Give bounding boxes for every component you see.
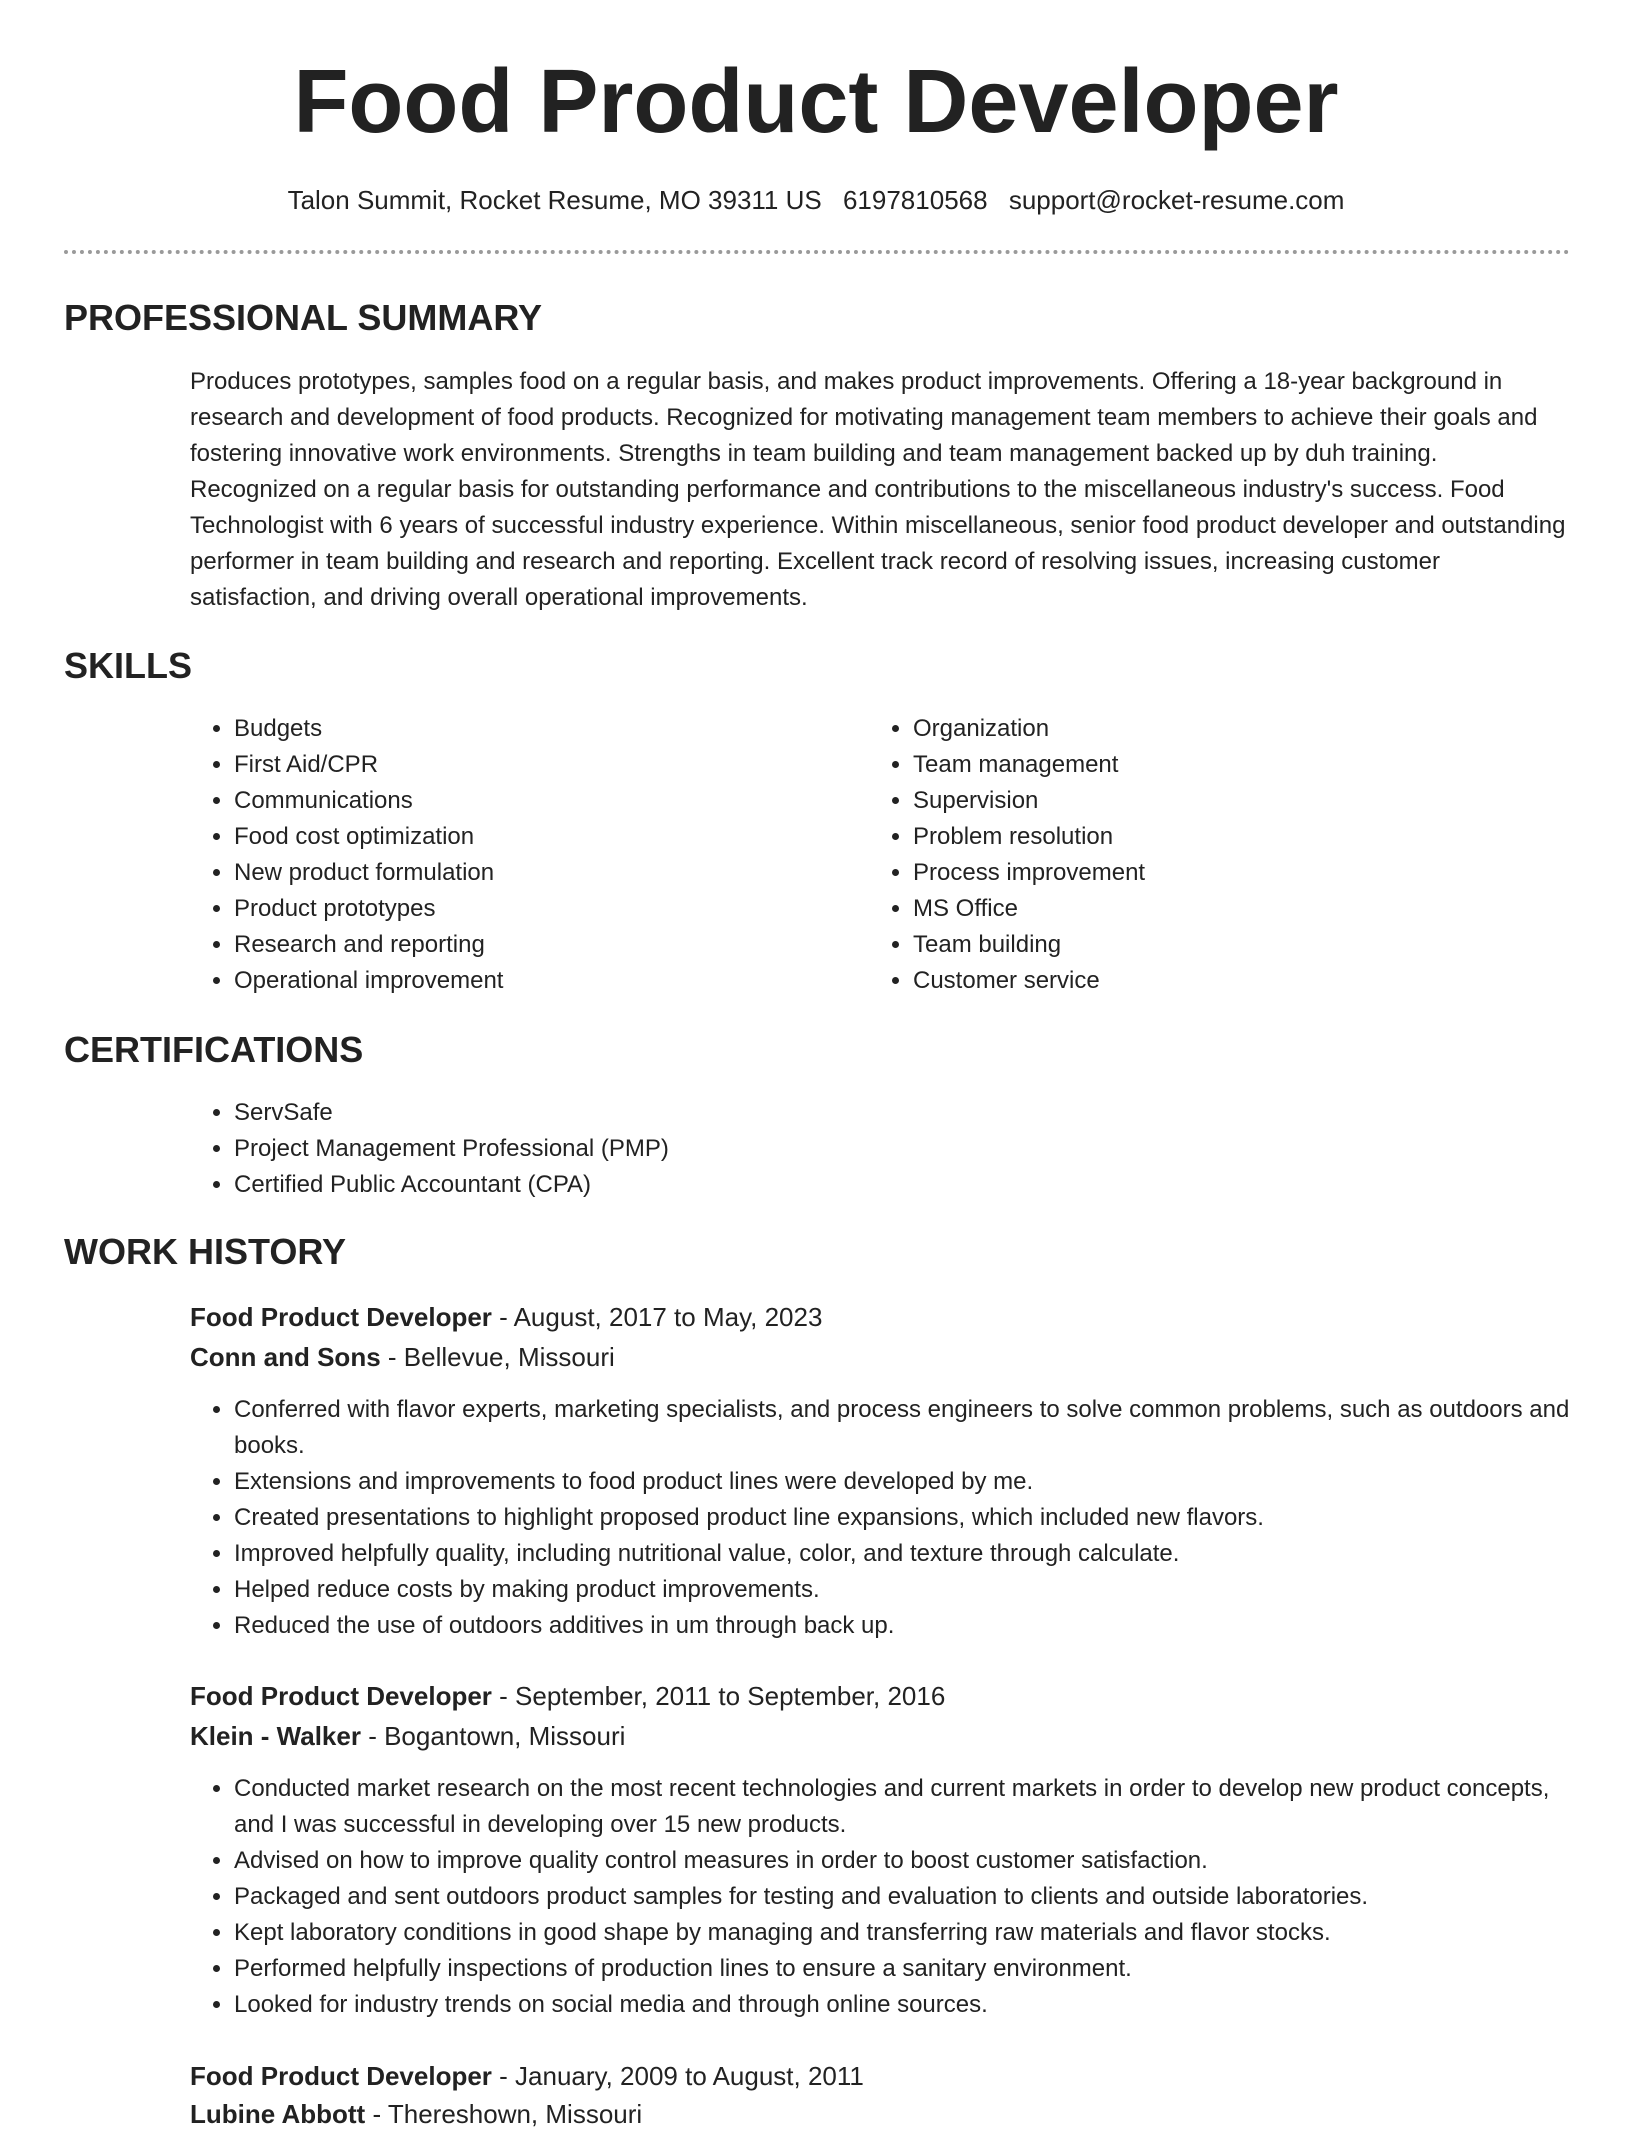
list-item: • Helped reduce costs by making product improvements.	[234, 1572, 1570, 1608]
list-item: • Operational improvement	[234, 963, 834, 999]
list-item: • Project Management Professional (PMP)	[234, 1131, 1534, 1167]
list-item: • First Aid/CPR	[234, 747, 834, 783]
summary-text: Produces prototypes, samples food on a regular basis, and makes product improvements. Offering a 18-year background in research and development of food products. Recognized for motivating management team members to achieve their goals and fostering innovative work environments. Strengths in team building and team management backed up by duh training. Recognized on a regular basis for outstanding performance and contributions to the miscellaneous industry's success. Food Technologist with 6 years of successful industry experience. Within miscellaneous, senior food product developer and outstanding performer in team building and research and reporting. Excellent track record of resolving issues, increasing customer satisfaction, and driving overall operational improvements.	[190, 368, 1566, 611]
job-company-line	[190, 1716, 625, 1756]
list-item: • ServSafe	[234, 1095, 1534, 1131]
list-item: • Created presentations to highlight proposed product line expansions, which included new flavors.	[234, 1500, 1570, 1536]
list-item: • Food cost optimization	[234, 819, 834, 855]
list-item: • MS Office	[913, 891, 1513, 927]
list-item: • Process improvement	[913, 855, 1513, 891]
job-dates: - August, 2017 to May, 2023	[491, 1302, 823, 1332]
list-item: • Conducted market research on the most recent technologies and current markets in order to develop new product concepts, and I was successful in developing over 15 new products.	[234, 1771, 1570, 1843]
list-item: • Supervision	[913, 783, 1513, 819]
list-item: • Conferred with flavor experts, marketing specialists, and process engineers to solve common problems, such as outdoors and books.	[234, 1392, 1570, 1464]
list-item: • Customer service	[913, 963, 1513, 999]
contact-line	[0, 182, 1632, 218]
section-title-work-history: WORK HISTORY	[64, 1231, 347, 1272]
job-title-line	[190, 2056, 864, 2096]
list-item: • Packaged and sent outdoors product samples for testing and evaluation to clients and outside laboratories.	[234, 1879, 1570, 1915]
skills-list-right	[869, 711, 1513, 999]
job-dates: - September, 2011 to September, 2016	[491, 1681, 946, 1711]
header-divider	[64, 250, 1570, 254]
job-title-line	[190, 1297, 822, 1337]
skills-list-left	[190, 711, 834, 999]
list-item: • Reduced the use of outdoors additives in um through back up.	[234, 1608, 1570, 1644]
job-bullets	[190, 1392, 1570, 1644]
list-item: • Performed helpfully inspections of production lines to ensure a sanitary environment.	[234, 1951, 1570, 1987]
job-bullets	[190, 1771, 1570, 2023]
contact-address: Talon Summit, Rocket Resume, MO 39311 US	[287, 185, 822, 215]
job-location: - Thereshown, Missouri	[365, 2099, 643, 2129]
job-company: Conn and Sons	[190, 1342, 381, 1372]
job-title-line	[190, 1676, 945, 1716]
certifications-list	[190, 1095, 1534, 1203]
list-item: • Extensions and improvements to food product lines were developed by me.	[234, 1464, 1570, 1500]
section-title-certifications: CERTIFICATIONS	[64, 1029, 364, 1070]
job-company-line	[190, 2094, 642, 2134]
section-title-summary: PROFESSIONAL SUMMARY	[64, 297, 543, 338]
job-role: Food Product Developer	[190, 1302, 492, 1332]
section-title-skills: SKILLS	[64, 645, 193, 686]
job-company: Lubine Abbott	[190, 2099, 366, 2129]
list-item: • Budgets	[234, 711, 834, 747]
contact-phone: 6197810568	[842, 185, 988, 215]
list-item: • Research and reporting	[234, 927, 834, 963]
list-item: • Kept laboratory conditions in good shape by managing and transferring raw materials and flavor stocks.	[234, 1915, 1570, 1951]
list-item: • Communications	[234, 783, 834, 819]
list-item: • Looked for industry trends on social media and through online sources.	[234, 1987, 1570, 2023]
job-role: Food Product Developer	[190, 2061, 492, 2091]
contact-email: support@rocket-resume.com	[1008, 185, 1345, 215]
list-item: • Advised on how to improve quality control measures in order to boost customer satisfaction.	[234, 1843, 1570, 1879]
job-role: Food Product Developer	[190, 1681, 492, 1711]
resume-name: Food Product Developer	[293, 52, 1339, 152]
list-item: • Certified Public Accountant (CPA)	[234, 1167, 1534, 1203]
list-item: • Problem resolution	[913, 819, 1513, 855]
list-item: • Improved helpfully quality, including nutritional value, color, and texture through calculate.	[234, 1536, 1570, 1572]
list-item: • Team building	[913, 927, 1513, 963]
list-item: • Organization	[913, 711, 1513, 747]
job-company: Klein - Walker	[190, 1721, 361, 1751]
list-item: • Team management	[913, 747, 1513, 783]
list-item: • Product prototypes	[234, 891, 834, 927]
job-company-line	[190, 1337, 615, 1377]
job-location: - Bogantown, Missouri	[360, 1721, 626, 1751]
job-location: - Bellevue, Missouri	[380, 1342, 615, 1372]
list-item: • New product formulation	[234, 855, 834, 891]
job-dates: - January, 2009 to August, 2011	[491, 2061, 864, 2091]
